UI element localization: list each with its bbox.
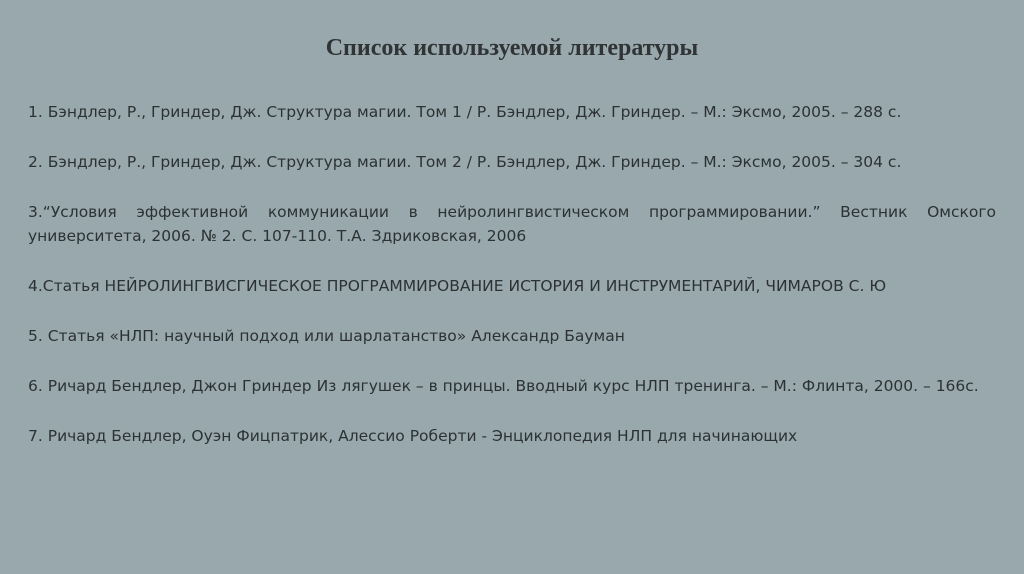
slide-title: Список используемой литературы (325, 35, 699, 61)
reference-item-5: 5. Статья «НЛП: научный подход или шарлатанство» Александр Бауман (28, 327, 625, 345)
reference-item-1: 1. Бэндлер, Р., Гриндер, Дж. Структура магии. Том 1 / Р. Бэндлер, Дж. Гриндер. – М.: Эксмо, 2005. – 288 с. (28, 103, 902, 121)
reference-item-6: 6. Ричард Бендлер, Джон Гриндер Из лягушек – в принцы. Вводный курс НЛП тренинга. – М.: Флинта, 2000. – 166с. (28, 377, 979, 395)
reference-item-7: 7. Ричард Бендлер, Оуэн Фицпатрик, Алессио Роберти - Энциклопедия НЛП для начинающих (28, 427, 798, 445)
reference-item-2: 2. Бэндлер, Р., Гриндер, Дж. Структура магии. Том 2 / Р. Бэндлер, Дж. Гриндер. – М.: Эксмо, 2005. – 304 с. (28, 153, 902, 171)
reference-item-4: 4.Статья НЕЙРОЛИНГВИСГИЧЕСКОЕ ПРОГРАММИРОВАНИЕ ИСТОРИЯ И ИНСТРУМЕНТАРИЙ, ЧИМАРОВ С. Ю (28, 277, 887, 295)
reference-item-3: 3.“Условия эффективной коммуникации в нейролингвистическом программировании.” Вестник Омского университета, 2006. № 2. С. 107-110. Т.А. Здриковская, 2006 (28, 203, 996, 245)
reference-list (28, 100, 996, 474)
